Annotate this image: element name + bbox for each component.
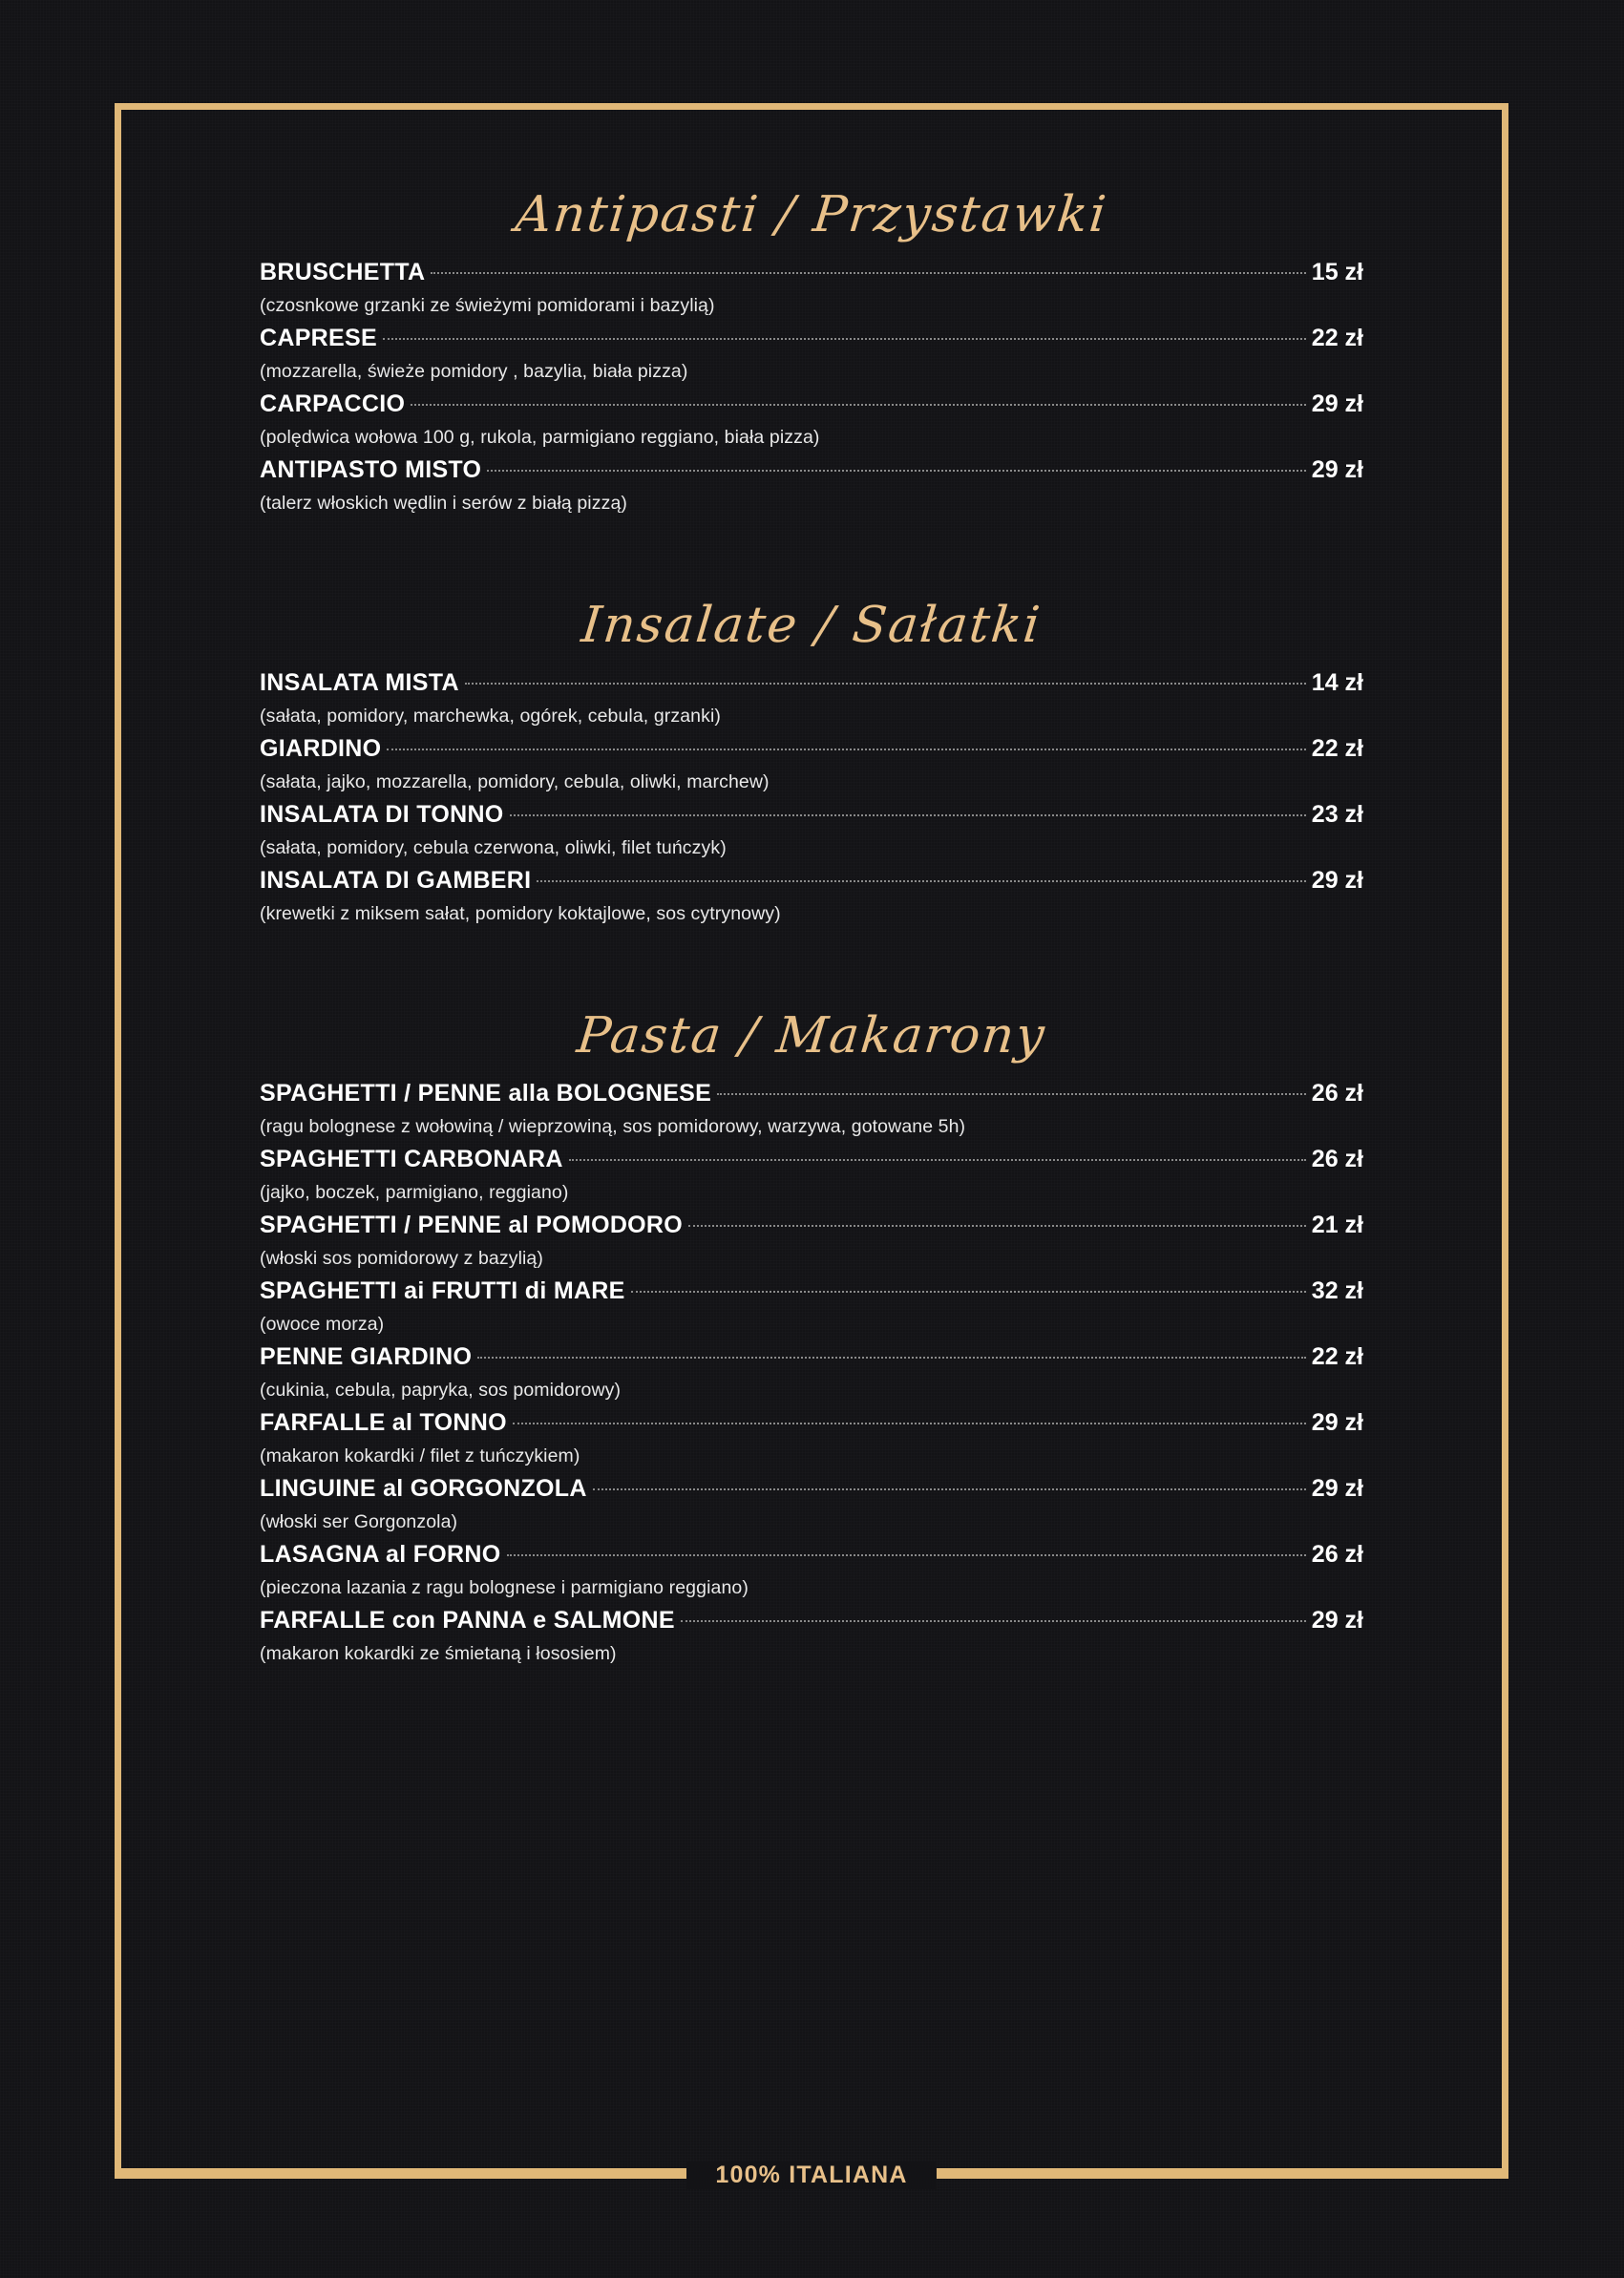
menu-item-price: 22 zł	[1311, 735, 1363, 762]
menu-item-price: 26 zł	[1311, 1080, 1363, 1107]
menu-item-row	[260, 1212, 1363, 1239]
menu-item-name: SPAGHETTI / PENNE alla BOLOGNESE	[260, 1080, 712, 1107]
menu-item-price: 29 zł	[1311, 1607, 1363, 1634]
footer-rule-left	[115, 2172, 686, 2179]
menu-item-row	[260, 1409, 1363, 1437]
menu-item-description: (sałata, pomidory, marchewka, ogórek, cebula, grzanki)	[260, 706, 721, 727]
footer-label: 100% ITALIANA	[686, 2162, 936, 2189]
menu-item-row	[260, 325, 1363, 352]
menu-item-price: 22 zł	[1311, 1343, 1363, 1370]
menu-item-name: BRUSCHETTA	[260, 259, 426, 285]
menu-item-row	[260, 801, 1363, 829]
menu-item-name: FARFALLE al TONNO	[260, 1409, 507, 1436]
menu-item-price: 29 zł	[1311, 867, 1363, 894]
menu-item-price: 29 zł	[1311, 1409, 1363, 1436]
menu-item-price: 32 zł	[1311, 1277, 1363, 1304]
menu-item-price: 21 zł	[1311, 1212, 1363, 1238]
menu-section-pasta	[260, 1007, 1363, 1665]
menu-item-description: (mozzarella, świeże pomidory , bazylia, biała pizza)	[260, 361, 688, 382]
menu-item-row	[260, 1475, 1363, 1503]
menu-item-name: FARFALLE con PANNA e SALMONE	[260, 1607, 675, 1634]
menu-item-description: (makaron kokardki ze śmietaną i łososiem)	[260, 1643, 617, 1664]
menu-item-name: PENNE GIARDINO	[260, 1343, 473, 1370]
leader-dots	[431, 272, 1305, 274]
menu-item-row	[260, 1541, 1363, 1569]
menu-item-price: 26 zł	[1311, 1541, 1363, 1568]
menu-item-price: 29 zł	[1311, 1475, 1363, 1502]
menu-item-name: LASAGNA al FORNO	[260, 1541, 501, 1568]
menu-item-name: SPAGHETTI ai FRUTTI di MARE	[260, 1277, 625, 1304]
menu-item-row	[260, 1277, 1363, 1305]
menu-item-name: CAPRESE	[260, 325, 377, 351]
leader-dots	[717, 1093, 1306, 1095]
menu-item-row	[260, 259, 1363, 286]
menu-item-description: (makaron kokardki / filet z tuńczykiem)	[260, 1445, 580, 1466]
leader-dots	[477, 1357, 1306, 1359]
menu-item-row	[260, 456, 1363, 484]
leader-dots	[510, 814, 1306, 816]
menu-item-description: (sałata, pomidory, cebula czerwona, oliwki, filet tuńczyk)	[260, 837, 727, 858]
menu-item-name: INSALATA DI TONNO	[260, 801, 504, 828]
menu-item-description: (czosnkowe grzanki ze świeżymi pomidorami i bazylią)	[260, 295, 715, 316]
leader-dots	[593, 1488, 1306, 1490]
leader-dots	[688, 1225, 1306, 1227]
leader-dots	[465, 683, 1306, 685]
menu-item-description: (pieczona lazania z ragu bolognese i parmigiano reggiano)	[260, 1577, 749, 1598]
menu-item-description: (włoski ser Gorgonzola)	[260, 1511, 458, 1532]
leader-dots	[513, 1423, 1306, 1424]
menu-item-description: (talerz włoskich wędlin i serów z białą pizzą)	[260, 493, 627, 514]
menu-item-name: INSALATA MISTA	[260, 669, 459, 696]
leader-dots	[487, 470, 1306, 472]
menu-item-name: GIARDINO	[260, 735, 382, 762]
menu-item-description: (cukinia, cebula, papryka, sos pomidorowy)	[260, 1380, 622, 1401]
menu-item-description: (krewetki z miksem sałat, pomidory koktajlowe, sos cytrynowy)	[260, 903, 781, 924]
menu-item-description: (polędwica wołowa 100 g, rukola, parmigiano reggiano, biała pizza)	[260, 427, 820, 448]
menu-item-price: 29 zł	[1311, 456, 1363, 483]
menu-item-name: SPAGHETTI / PENNE al POMODORO	[260, 1212, 684, 1238]
menu-item-price: 23 zł	[1311, 801, 1363, 828]
menu-item-price: 14 zł	[1311, 669, 1363, 696]
menu-item-row	[260, 1080, 1363, 1107]
footer-rule-right	[937, 2172, 1508, 2179]
section-title-antipasti: Antipasti / Przystawki	[513, 186, 1110, 243]
leader-dots	[507, 1554, 1306, 1556]
leader-dots	[631, 1291, 1306, 1293]
menu-item-name: CARPACCIO	[260, 390, 406, 417]
leader-dots	[387, 749, 1305, 750]
menu-item-description: (owoce morza)	[260, 1314, 385, 1335]
menu-section-antipasti	[260, 186, 1363, 515]
menu-item-name: SPAGHETTI CARBONARA	[260, 1146, 563, 1172]
menu-item-row	[260, 735, 1363, 763]
leader-dots	[537, 880, 1305, 882]
menu-item-price: 15 zł	[1311, 259, 1363, 285]
menu-item-row	[260, 1343, 1363, 1371]
section-title-pasta: Pasta / Makarony	[574, 1007, 1049, 1065]
leader-dots	[383, 338, 1306, 340]
menu-item-price: 26 zł	[1311, 1146, 1363, 1172]
menu-border-frame	[115, 103, 1508, 2175]
menu-item-row	[260, 1146, 1363, 1173]
menu-item-description: (ragu bolognese z wołowiną / wieprzowiną, sos pomidorowy, warzywa, gotowane 5h)	[260, 1116, 966, 1137]
menu-item-price: 22 zł	[1311, 325, 1363, 351]
menu-item-description: (jajko, boczek, parmigiano, reggiano)	[260, 1182, 569, 1203]
leader-dots	[569, 1159, 1306, 1161]
section-title-insalate: Insalate / Sałatki	[579, 597, 1044, 654]
menu-footer	[115, 2159, 1508, 2191]
menu-item-name: LINGUINE al GORGONZOLA	[260, 1475, 587, 1502]
menu-content	[121, 110, 1502, 2168]
menu-item-row	[260, 669, 1363, 697]
menu-item-row	[260, 390, 1363, 418]
menu-item-name: ANTIPASTO MISTO	[260, 456, 482, 483]
menu-item-row	[260, 867, 1363, 895]
menu-item-description: (sałata, jajko, mozzarella, pomidory, cebula, oliwki, marchew)	[260, 771, 770, 792]
leader-dots	[411, 404, 1306, 406]
menu-item-description: (włoski sos pomidorowy z bazylią)	[260, 1248, 543, 1269]
menu-section-insalate	[260, 597, 1363, 925]
menu-item-row	[260, 1607, 1363, 1635]
leader-dots	[681, 1620, 1306, 1622]
menu-item-price: 29 zł	[1311, 390, 1363, 417]
menu-item-name: INSALATA DI GAMBERI	[260, 867, 532, 894]
